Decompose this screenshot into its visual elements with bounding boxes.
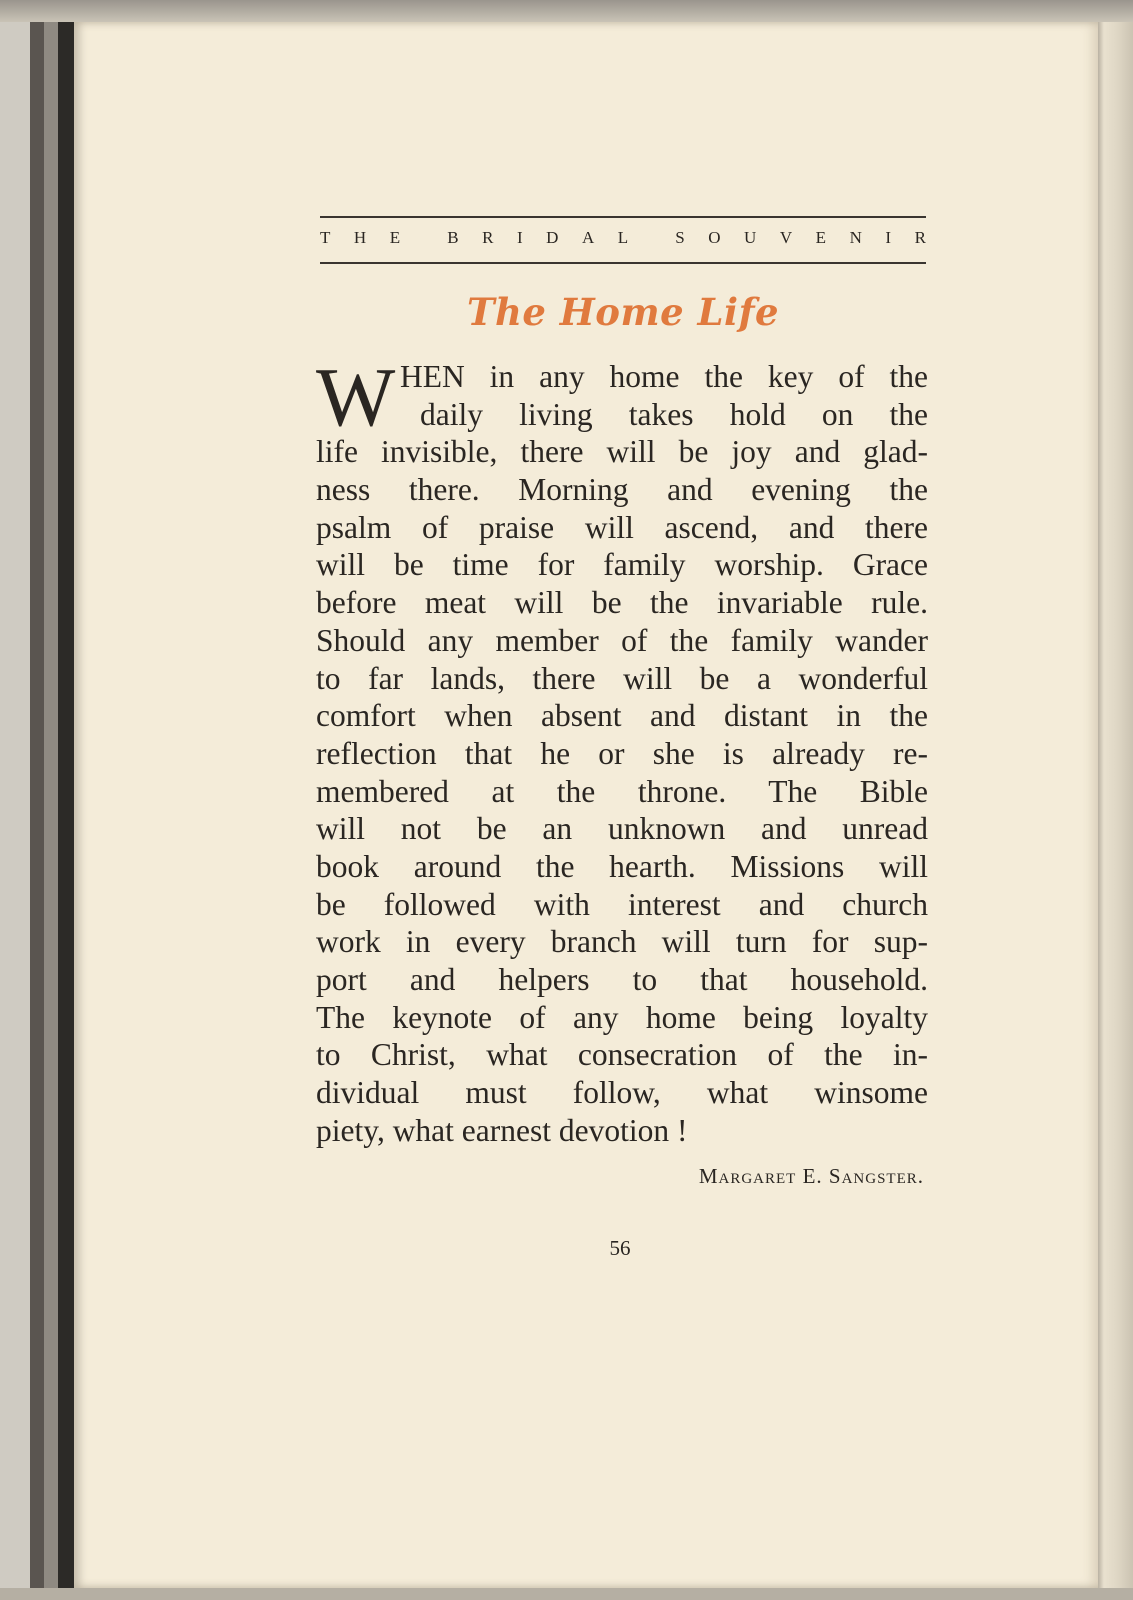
author-attribution: Margaret E. Sangster. <box>698 1164 924 1188</box>
running-head-letter: H <box>353 228 367 247</box>
running-head-letter: L <box>617 228 629 247</box>
scan-bottom-edge <box>0 1588 1133 1600</box>
text-line: work in every branch will turn for sup- <box>316 924 928 960</box>
running-head-letter: U <box>744 228 757 247</box>
text-line: piety, what earnest devotion ! <box>316 1112 688 1148</box>
facing-page-edge <box>1098 22 1133 1588</box>
scan-top-edge <box>0 0 1133 22</box>
page-number: 56 <box>609 1236 631 1260</box>
running-head-letter: V <box>779 228 793 247</box>
text-line: daily living takes hold on the <box>420 396 928 432</box>
text-line: The keynote of any home being loyalty <box>316 999 928 1035</box>
running-head-letter: E <box>815 228 827 247</box>
text-line: dividual must follow, what winsome <box>316 1075 928 1111</box>
text-line: before meat will be the invariable rule. <box>316 585 928 621</box>
text-line: psalm of praise will ascend, and there <box>316 509 928 545</box>
text-line: to far lands, there will be a wonderful <box>316 660 928 696</box>
running-head-letter: R <box>914 228 926 247</box>
text-line: life invisible, there will be joy and glad- <box>316 434 928 470</box>
running-head-letter: B <box>447 228 459 247</box>
text-line: to Christ, what consecration of the in- <box>316 1037 928 1073</box>
header-rule-bottom <box>320 262 926 264</box>
header-rule-top <box>320 216 926 218</box>
text-line: comfort when absent and distant in the <box>316 698 928 734</box>
text-line: be followed with interest and church <box>316 886 928 922</box>
running-head-letter: A <box>581 228 595 247</box>
running-head-letter: D <box>546 228 559 247</box>
running-head-letter: O <box>708 228 721 247</box>
running-head <box>320 228 926 254</box>
running-head-letter: R <box>482 228 494 247</box>
running-head-letter: E <box>389 228 401 247</box>
page-title: The Home Life <box>466 290 780 334</box>
text-line: membered at the throne. The Bible <box>316 773 928 809</box>
text-line: reflection that he or she is already re- <box>316 735 928 771</box>
running-head-letter: I <box>516 228 523 247</box>
text-line: will not be an unknown and unread <box>316 811 928 847</box>
text-line: ness there. Morning and evening the <box>316 472 928 508</box>
body-paragraph <box>316 351 928 1149</box>
drop-cap: W <box>316 351 396 444</box>
running-head-letter: T <box>320 228 331 247</box>
text-line: HEN in any home the key of the <box>400 359 928 394</box>
text-line: book around the hearth. Missions will <box>316 848 928 884</box>
running-head-letter: N <box>849 228 862 247</box>
text-line: port and helpers to that household. <box>316 962 928 997</box>
running-head-letter: S <box>675 228 685 247</box>
text-line: will be time for family worship. Grace <box>316 547 928 583</box>
text-line: Should any member of the family wander <box>316 622 928 658</box>
running-head-letter: I <box>885 228 892 247</box>
